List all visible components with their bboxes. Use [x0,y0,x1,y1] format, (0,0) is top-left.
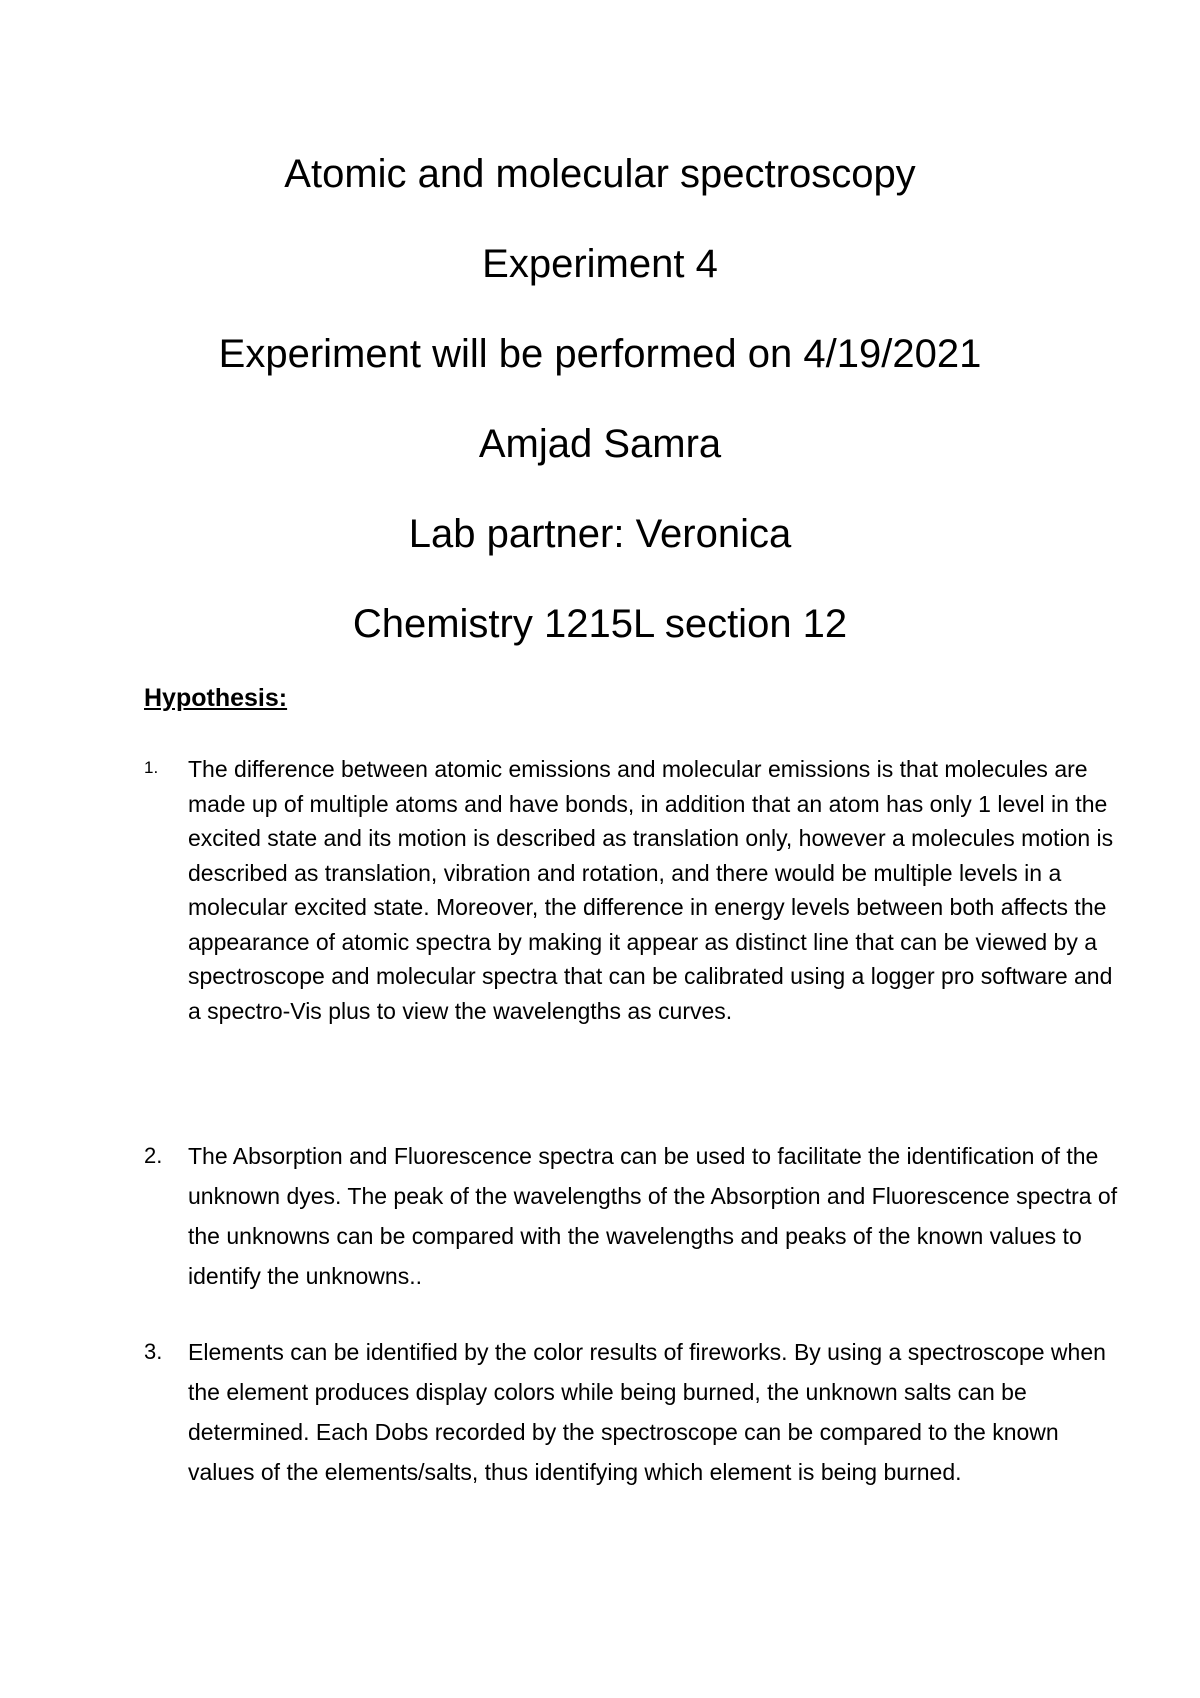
experiment-number: Experiment 4 [482,242,718,286]
course-section: Chemistry 1215L section 12 [352,602,848,646]
lab-partner: Lab partner: Veronica [408,512,792,556]
list-item-number: 1. [144,758,159,777]
document-title: Atomic and molecular spectroscopy [284,152,916,196]
list-item-number: 3. [144,1339,163,1364]
experiment-date: Experiment will be performed on 4/19/2021 [218,332,982,376]
list-item-text: The difference between atomic emissions and molecular emissions is that molecules are made up of multiple atoms and have bonds, in addition that an atom has only 1 level in the excited state and its motion is described as translation only, however a molecules motion is described as translation, vibration and rotation, and there would be multiple levels in a molecular excited state. Moreover, the difference in energy levels between both affects the appearance of atomic spectra by making it appear as distinct line that can be viewed by a spectroscope and molecular spectra that can be calibrated using a logger pro software and a spectro-Vis plus to view the wavelengths as curves. [188,756,1114,1024]
list-item-number: 2. [144,1143,163,1168]
list-item-text: The Absorption and Fluorescence spectra can be used to facilitate the identification of the unknown dyes. The peak of the wavelengths of the Absorption and Fluorescence spectra of the unknowns can be compared with the wavelengths and peaks of the known values to identify the unknowns.. [188,1143,1118,1289]
hypothesis-heading: Hypothesis: [144,684,288,712]
list-item-text: Elements can be identified by the color results of fireworks. By using a spectroscope when the element produces display colors while being burned, the unknown salts can be determined. Each Dobs recorded by the spectroscope can be compared to the known values of the elements/salts, thus identifying which element is being burned. [188,1339,1106,1485]
author-name: Amjad Samra [478,422,722,466]
